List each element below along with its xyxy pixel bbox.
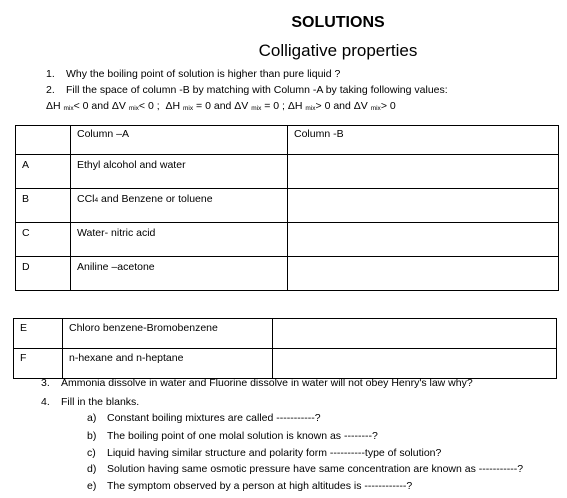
formula-subscript: 4	[94, 197, 99, 204]
table-header-row	[16, 126, 559, 155]
column-b-cell[interactable]	[288, 257, 559, 291]
table-row	[16, 189, 559, 223]
blank-number: b)	[87, 430, 97, 442]
page-subtitle: Colligative properties	[258, 41, 418, 60]
value-text: > 0	[380, 100, 396, 112]
value-text: ΔH	[287, 100, 306, 112]
blank-text: Constant boiling mixtures are called -----------?	[107, 412, 321, 424]
value-subscript: mix	[251, 105, 262, 112]
question-text: Fill the space of column -B by matching with Column -A by taking following values:	[66, 84, 448, 96]
blank-text: Liquid having similar structure and polarity form ----------type of solution?	[107, 447, 442, 459]
matching-table-1	[15, 125, 559, 291]
blank-text: The boiling point of one molal solution is known as --------?	[107, 430, 378, 442]
value-subscript: mix	[63, 105, 74, 112]
blank-number: e)	[87, 480, 97, 492]
matching-table-2	[13, 318, 557, 379]
table-row	[16, 257, 559, 291]
row-label: F	[14, 349, 63, 379]
row-label: A	[16, 155, 71, 189]
question-text: Fill in the blanks.	[61, 396, 140, 408]
values-line	[46, 100, 396, 112]
value-text: < 0 and ΔV	[73, 100, 129, 112]
value-subscript: mix	[370, 105, 381, 112]
blank-item	[87, 463, 523, 475]
table-row	[16, 223, 559, 257]
question-1	[46, 68, 340, 80]
table-cell	[16, 126, 71, 155]
formula-rest: and Benzene or toluene	[98, 193, 213, 205]
column-b-cell[interactable]	[273, 319, 557, 349]
blank-number: d)	[87, 463, 97, 475]
question-number: 2.	[46, 84, 55, 96]
column-b-cell[interactable]	[288, 189, 559, 223]
table-row	[14, 319, 557, 349]
question-text: Ammonia dissolve in water and Fluorine dissolve in water will not obey Henry's law why?	[61, 377, 473, 389]
row-label: C	[16, 223, 71, 257]
blank-text: Solution having same osmotic pressure have same concentration are known as -----------?	[107, 463, 524, 475]
value-subscript: mix	[183, 105, 194, 112]
blank-item	[87, 480, 412, 492]
column-b-cell[interactable]	[273, 349, 557, 379]
value-subscript: mix	[305, 105, 316, 112]
question-3	[41, 377, 473, 389]
value-text: = 0 and ΔV	[193, 100, 252, 112]
column-a-header: Column –A	[71, 126, 288, 155]
question-2	[46, 84, 448, 96]
blank-number: c)	[87, 447, 96, 459]
column-b-cell[interactable]	[288, 223, 559, 257]
value-subscript: mix	[128, 105, 139, 112]
column-a-cell: Water- nitric acid	[71, 223, 288, 257]
blank-item	[87, 412, 321, 424]
column-b-header: Column -B	[288, 126, 559, 155]
value-text: ΔH	[165, 100, 184, 112]
value-text: ΔH	[46, 100, 64, 112]
page-title: SOLUTIONS	[291, 14, 385, 31]
row-label: B	[16, 189, 71, 223]
question-4	[41, 396, 139, 408]
row-label: E	[14, 319, 63, 349]
value-text: < 0 ;	[138, 100, 160, 112]
blank-item	[87, 447, 441, 459]
blank-item	[87, 430, 378, 442]
value-text: = 0 ;	[261, 100, 285, 112]
formula-text: CCl	[77, 193, 95, 205]
column-a-cell: n-hexane and n-heptane	[63, 349, 273, 379]
column-b-cell[interactable]	[288, 155, 559, 189]
question-text: Why the boiling point of solution is higher than pure liquid ?	[66, 68, 341, 80]
blank-text: The symptom observed by a person at high altitudes is ------------?	[107, 480, 413, 492]
column-a-cell: Aniline –acetone	[71, 257, 288, 291]
value-text: > 0 and ΔV	[315, 100, 371, 112]
table-row	[16, 155, 559, 189]
column-a-cell: Ethyl alcohol and water	[71, 155, 288, 189]
column-a-cell: Chloro benzene-Bromobenzene	[63, 319, 273, 349]
table-row	[14, 349, 557, 379]
question-number: 3.	[41, 377, 50, 389]
column-a-cell	[71, 189, 288, 223]
question-number: 1.	[46, 68, 55, 80]
blank-number: a)	[87, 412, 97, 424]
row-label: D	[16, 257, 71, 291]
question-number: 4.	[41, 396, 50, 408]
